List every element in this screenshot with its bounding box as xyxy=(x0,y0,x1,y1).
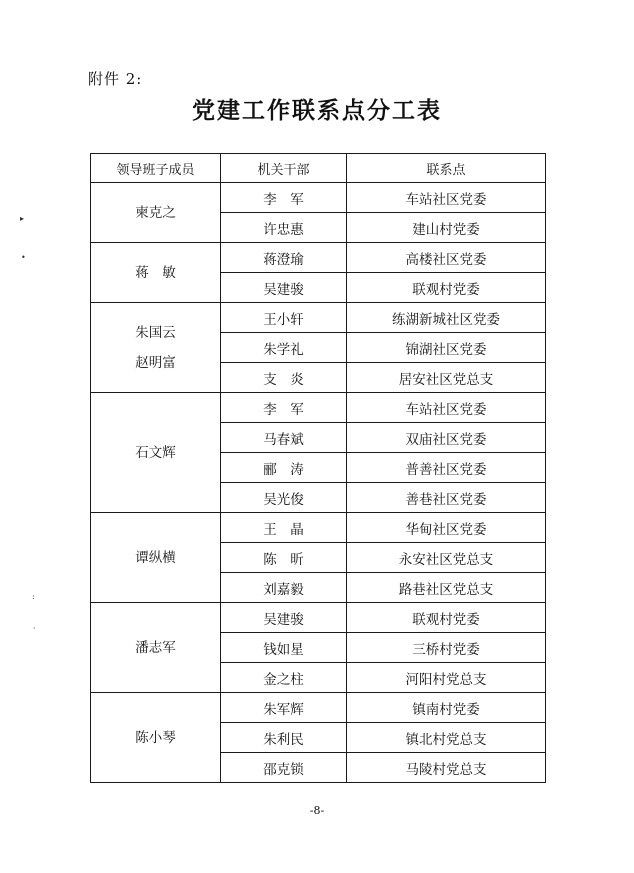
staff-cell: 李 军 xyxy=(221,183,347,213)
table-row xyxy=(91,183,546,213)
staff-cell: 吴建骏 xyxy=(221,603,347,633)
staff-cell: 吴光俊 xyxy=(221,483,347,513)
header-leaders: 领导班子成员 xyxy=(91,154,221,183)
staff-cell: 王小轩 xyxy=(221,303,347,333)
contact-point-cell: 路巷社区党总支 xyxy=(347,573,546,603)
staff-cell: 马春斌 xyxy=(221,423,347,453)
leader-name: 陈小琴 xyxy=(135,729,176,746)
contact-point-cell: 善巷社区党委 xyxy=(347,483,546,513)
table-body xyxy=(91,183,546,783)
table-row xyxy=(91,513,546,543)
contact-point-cell: 普善社区党委 xyxy=(347,453,546,483)
leader-cell xyxy=(91,513,221,603)
contact-point-cell: 镇南村党委 xyxy=(347,693,546,723)
leader-name: 柬克之 xyxy=(135,204,176,221)
contact-point-cell: 镇北村党总支 xyxy=(347,723,546,753)
scan-speck: ▸ xyxy=(20,214,25,223)
scan-speck: : xyxy=(32,592,35,601)
staff-cell: 郦 涛 xyxy=(221,453,347,483)
staff-cell: 许忠惠 xyxy=(221,213,347,243)
staff-cell: 陈 昕 xyxy=(221,543,347,573)
staff-cell: 朱军辉 xyxy=(221,693,347,723)
leader-name: 潘志军 xyxy=(135,639,176,656)
leader-name: 谭纵横 xyxy=(135,549,176,566)
staff-cell: 金之柱 xyxy=(221,663,347,693)
page-number: -8- xyxy=(309,804,325,817)
contact-point-cell: 高楼社区党委 xyxy=(347,243,546,273)
leader-cell xyxy=(91,243,221,303)
header-contact-point: 联系点 xyxy=(347,154,546,183)
table-row xyxy=(91,693,546,723)
staff-cell: 李 军 xyxy=(221,393,347,423)
staff-cell: 邵克锁 xyxy=(221,753,347,783)
contact-point-cell: 居安社区党总支 xyxy=(347,363,546,393)
table-row xyxy=(91,393,546,423)
contact-point-cell: 建山村党委 xyxy=(347,213,546,243)
leader-cell xyxy=(91,303,221,393)
table-row xyxy=(91,603,546,633)
leader-name: 石文辉 xyxy=(135,444,176,461)
leader-name: 赵明富 xyxy=(135,354,176,371)
contact-point-cell: 车站社区党委 xyxy=(347,183,546,213)
assignment-table xyxy=(90,153,546,783)
contact-point-cell: 联观村党委 xyxy=(347,273,546,303)
header-staff: 机关干部 xyxy=(221,154,347,183)
contact-point-cell: 河阳村党总支 xyxy=(347,663,546,693)
scan-speck: • xyxy=(21,253,26,262)
contact-point-cell: 联观村党委 xyxy=(347,603,546,633)
leader-cell xyxy=(91,693,221,783)
attachment-label: 附件 2: xyxy=(88,70,143,88)
table-row xyxy=(91,303,546,333)
contact-point-cell: 练湖新城社区党委 xyxy=(347,303,546,333)
staff-cell: 支 炎 xyxy=(221,363,347,393)
contact-point-cell: 锦湖社区党委 xyxy=(347,333,546,363)
leader-name: 朱国云 xyxy=(135,324,176,341)
staff-cell: 钱如星 xyxy=(221,633,347,663)
leader-name: 蒋 敏 xyxy=(135,264,176,281)
contact-point-cell: 车站社区党委 xyxy=(347,393,546,423)
document-title: 党建工作联系点分工表 xyxy=(192,97,442,124)
staff-cell: 蒋澄瑜 xyxy=(221,243,347,273)
contact-point-cell: 华甸社区党委 xyxy=(347,513,546,543)
leader-cell xyxy=(91,603,221,693)
leader-cell xyxy=(91,393,221,513)
scan-speck: · xyxy=(33,624,36,633)
staff-cell: 朱学礼 xyxy=(221,333,347,363)
table-row xyxy=(91,243,546,273)
staff-cell: 吴建骏 xyxy=(221,273,347,303)
staff-cell: 朱利民 xyxy=(221,723,347,753)
leader-cell xyxy=(91,183,221,243)
contact-point-cell: 永安社区党总支 xyxy=(347,543,546,573)
table-header-row xyxy=(91,154,546,183)
contact-point-cell: 马陵村党总支 xyxy=(347,753,546,783)
staff-cell: 刘嘉毅 xyxy=(221,573,347,603)
contact-point-cell: 三桥村党委 xyxy=(347,633,546,663)
contact-point-cell: 双庙社区党委 xyxy=(347,423,546,453)
staff-cell: 王 晶 xyxy=(221,513,347,543)
